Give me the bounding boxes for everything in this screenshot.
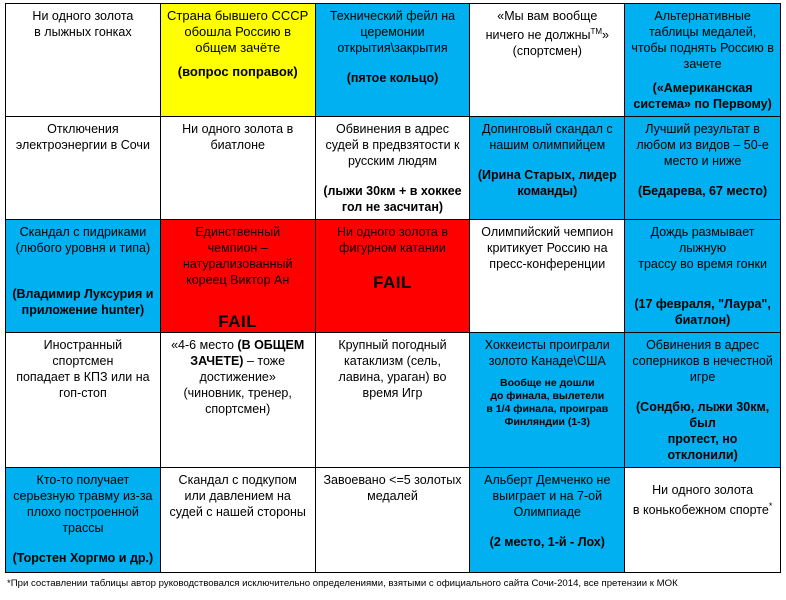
cell-text: «Мы вам вообще xyxy=(497,9,598,23)
cell-text: Отключения xyxy=(47,122,119,136)
cell-r4-c5 xyxy=(625,333,781,468)
cell-text: » xyxy=(602,28,609,43)
fail-label: FAIL xyxy=(373,273,412,292)
cell-text: Единственный xyxy=(195,225,281,239)
cell-note: (2 место, 1-й - Лох) xyxy=(489,535,605,549)
cell-text: Олимпийский чемпион xyxy=(481,225,614,239)
cell-text: место и ниже xyxy=(663,154,742,168)
cell-text: открытия\закрытия xyxy=(337,41,448,55)
cell-text: Ни одного золота xyxy=(32,9,134,23)
cell-text: время Игр xyxy=(362,386,423,400)
cell-r3-c4 xyxy=(470,220,625,333)
cell-r3-c5 xyxy=(625,220,781,333)
cell-note: (Владимир Луксурия и xyxy=(12,287,154,301)
cell-r2-c1 xyxy=(6,117,161,220)
cell-note: Финляндии (1-3) xyxy=(504,416,591,428)
cell-r5-c1 xyxy=(6,468,161,573)
cell-r5-c2 xyxy=(161,468,316,573)
cell-text: катаклизм (сель, xyxy=(344,354,441,368)
cell-text: трассу во время гонки xyxy=(638,257,767,271)
cell-note: приложение hunter) xyxy=(21,303,145,317)
cell-text: спортсмен) xyxy=(205,402,271,416)
cell-text: игре xyxy=(689,370,716,384)
cell-text: лавина, ураган) во xyxy=(338,370,447,384)
cell-note: (пятое кольцо) xyxy=(346,71,439,85)
cell-note: до финала, вылетели xyxy=(490,390,605,402)
cell-text: медалей xyxy=(367,489,418,503)
cell-r3-c1 xyxy=(6,220,161,333)
cell-text: ЗАЧЕТЕ) xyxy=(190,354,244,368)
cell-note: (лыжи 30км + в хоккее xyxy=(323,184,462,198)
cell-note: (Бедарева, 67 место) xyxy=(638,184,768,198)
cell-text: электроэнергии в Сочи xyxy=(15,138,150,152)
cell-text: пресс-конференции xyxy=(489,257,606,271)
cell-r1-c4 xyxy=(470,4,625,117)
cell-note: (вопрос поправок) xyxy=(177,64,298,79)
cell-text: любом из видов – 50-е xyxy=(636,138,769,152)
bingo-table xyxy=(5,3,781,573)
cell-text: (чиновник, тренер, xyxy=(183,386,292,400)
cell-note: команды) xyxy=(517,184,578,198)
cell-text: золото Канаде\США xyxy=(488,354,606,368)
cell-text: Ни одного золота в xyxy=(182,122,294,136)
cell-text: русским людям xyxy=(347,154,437,168)
cell-text: гоп-стоп xyxy=(59,386,107,400)
cell-note: Вообще не дошли xyxy=(500,377,595,389)
cell-text: Альберт Демченко не xyxy=(484,473,611,487)
cell-text: Лучший результат в xyxy=(645,122,760,136)
cell-text: нашим олимпийцем xyxy=(489,138,606,152)
cell-text: Технический фейл на xyxy=(329,9,456,23)
cell-text: попадает в КПЗ или на xyxy=(16,370,150,384)
cell-r2-c5 xyxy=(625,117,781,220)
cell-r4-c4 xyxy=(470,333,625,468)
cell-note: система» по Первому) xyxy=(633,97,772,111)
cell-text: Скандал с пидриками xyxy=(19,225,147,239)
cell-text: в конькобежном спорте xyxy=(632,503,769,518)
cell-r3-c3 xyxy=(316,220,471,333)
cell-note: (Сондбю, лыжи 30км, был xyxy=(636,400,770,430)
cell-r4-c3 xyxy=(316,333,471,468)
cell-text: фигурном катании xyxy=(339,241,446,255)
cell-text: плохо построенной xyxy=(26,505,139,519)
cell-text: «4-6 место xyxy=(171,338,238,352)
cell-note: (Торстен Хоргмо и др.) xyxy=(12,551,154,565)
cell-text: (спортсмен) xyxy=(512,44,582,59)
trademark-mark: TM xyxy=(590,27,603,36)
cell-text: достижение» xyxy=(199,370,276,384)
cell-r1-c2 xyxy=(161,4,316,117)
cell-r5-c3 xyxy=(316,468,471,573)
cell-text: общем зачёте xyxy=(195,40,281,55)
cell-text: Ни одного золота xyxy=(652,483,754,497)
cell-text: (любого уровня и типа) xyxy=(15,241,151,255)
cell-r1-c1 xyxy=(6,4,161,117)
cell-r3-c2 xyxy=(161,220,316,333)
cell-text: Ни одного золота в xyxy=(336,225,449,239)
cell-text: церемонии xyxy=(360,25,425,39)
cell-text: Завоевано <=5 золотых xyxy=(323,473,462,487)
cell-text: Допинговый скандал с xyxy=(481,122,613,136)
cell-text: ничего не должны xyxy=(485,28,591,43)
cell-text: или давлением на xyxy=(184,489,291,503)
cell-text: биатлоне xyxy=(210,138,265,152)
cell-r2-c3 xyxy=(316,117,471,220)
fail-label: FAIL xyxy=(218,312,258,331)
cell-note: в 1/4 финала, проиграв xyxy=(486,403,609,415)
cell-text: – тоже xyxy=(243,354,286,368)
cell-text: чтобы поднять Россию в xyxy=(631,41,774,55)
footnote: *При составлении таблицы автор руководствовался исключительно определениями, взятыми с официального сайта Сочи-2014, все претензии к МОК xyxy=(7,578,678,589)
cell-text: кореец Виктор Ан xyxy=(186,273,290,287)
cell-text: чемпион – xyxy=(207,241,268,255)
cell-text: Обвинения в адрес xyxy=(646,338,760,352)
cell-text: Скандал с подкупом xyxy=(178,473,297,487)
cell-r5-c5 xyxy=(625,468,781,573)
cell-r4-c2 xyxy=(161,333,316,468)
cell-note: (Ирина Старых, лидер xyxy=(477,168,617,182)
cell-text: Альтернативные xyxy=(654,9,751,23)
cell-text: Олимпиаде xyxy=(513,505,581,519)
cell-text: серьезную травму из-за xyxy=(13,489,153,503)
cell-note: протест, но отклонили) xyxy=(667,432,738,462)
cell-text: (В ОБЩЕМ xyxy=(237,338,305,352)
cell-r1-c5 xyxy=(625,4,781,117)
cell-text: зачете xyxy=(683,57,722,71)
cell-text: судей в предвзятости к xyxy=(325,138,460,152)
cell-text: судей с нашей стороны xyxy=(169,505,306,519)
cell-text: обошла Россию в xyxy=(184,24,291,39)
cell-r1-c3 xyxy=(316,4,471,117)
cell-r4-c1 xyxy=(6,333,161,468)
cell-note: биатлон) xyxy=(674,313,731,327)
cell-text: выиграет и на 7-ой xyxy=(492,489,603,503)
cell-text: Страна бывшего СССР xyxy=(167,8,309,23)
cell-text: Кто-то получает xyxy=(36,473,130,487)
cell-text: трассы xyxy=(62,521,104,535)
cell-text: натурализованный xyxy=(182,257,293,271)
cell-text: Обвинения в адрес xyxy=(335,122,449,136)
cell-note: гол не засчитан) xyxy=(341,200,444,214)
cell-text: Хоккеисты проиграли xyxy=(484,338,610,352)
cell-r5-c4 xyxy=(470,468,625,573)
cell-text: таблицы медалей, xyxy=(648,25,757,39)
cell-note: («Американская xyxy=(652,81,753,95)
cell-text: соперников в нечестной xyxy=(632,354,773,368)
cell-text: Иностранный спортсмен xyxy=(43,338,123,368)
cell-text: в лыжных гонках xyxy=(34,25,132,39)
cell-text: Дождь размывает лыжную xyxy=(650,225,755,255)
footnote-marker: * xyxy=(768,501,773,511)
cell-r2-c2 xyxy=(161,117,316,220)
cell-r2-c4 xyxy=(470,117,625,220)
cell-text: Крупный погодный xyxy=(338,338,447,352)
cell-text: критикует Россию на xyxy=(487,241,608,255)
cell-note: (17 февраля, "Лаура", xyxy=(634,297,771,311)
